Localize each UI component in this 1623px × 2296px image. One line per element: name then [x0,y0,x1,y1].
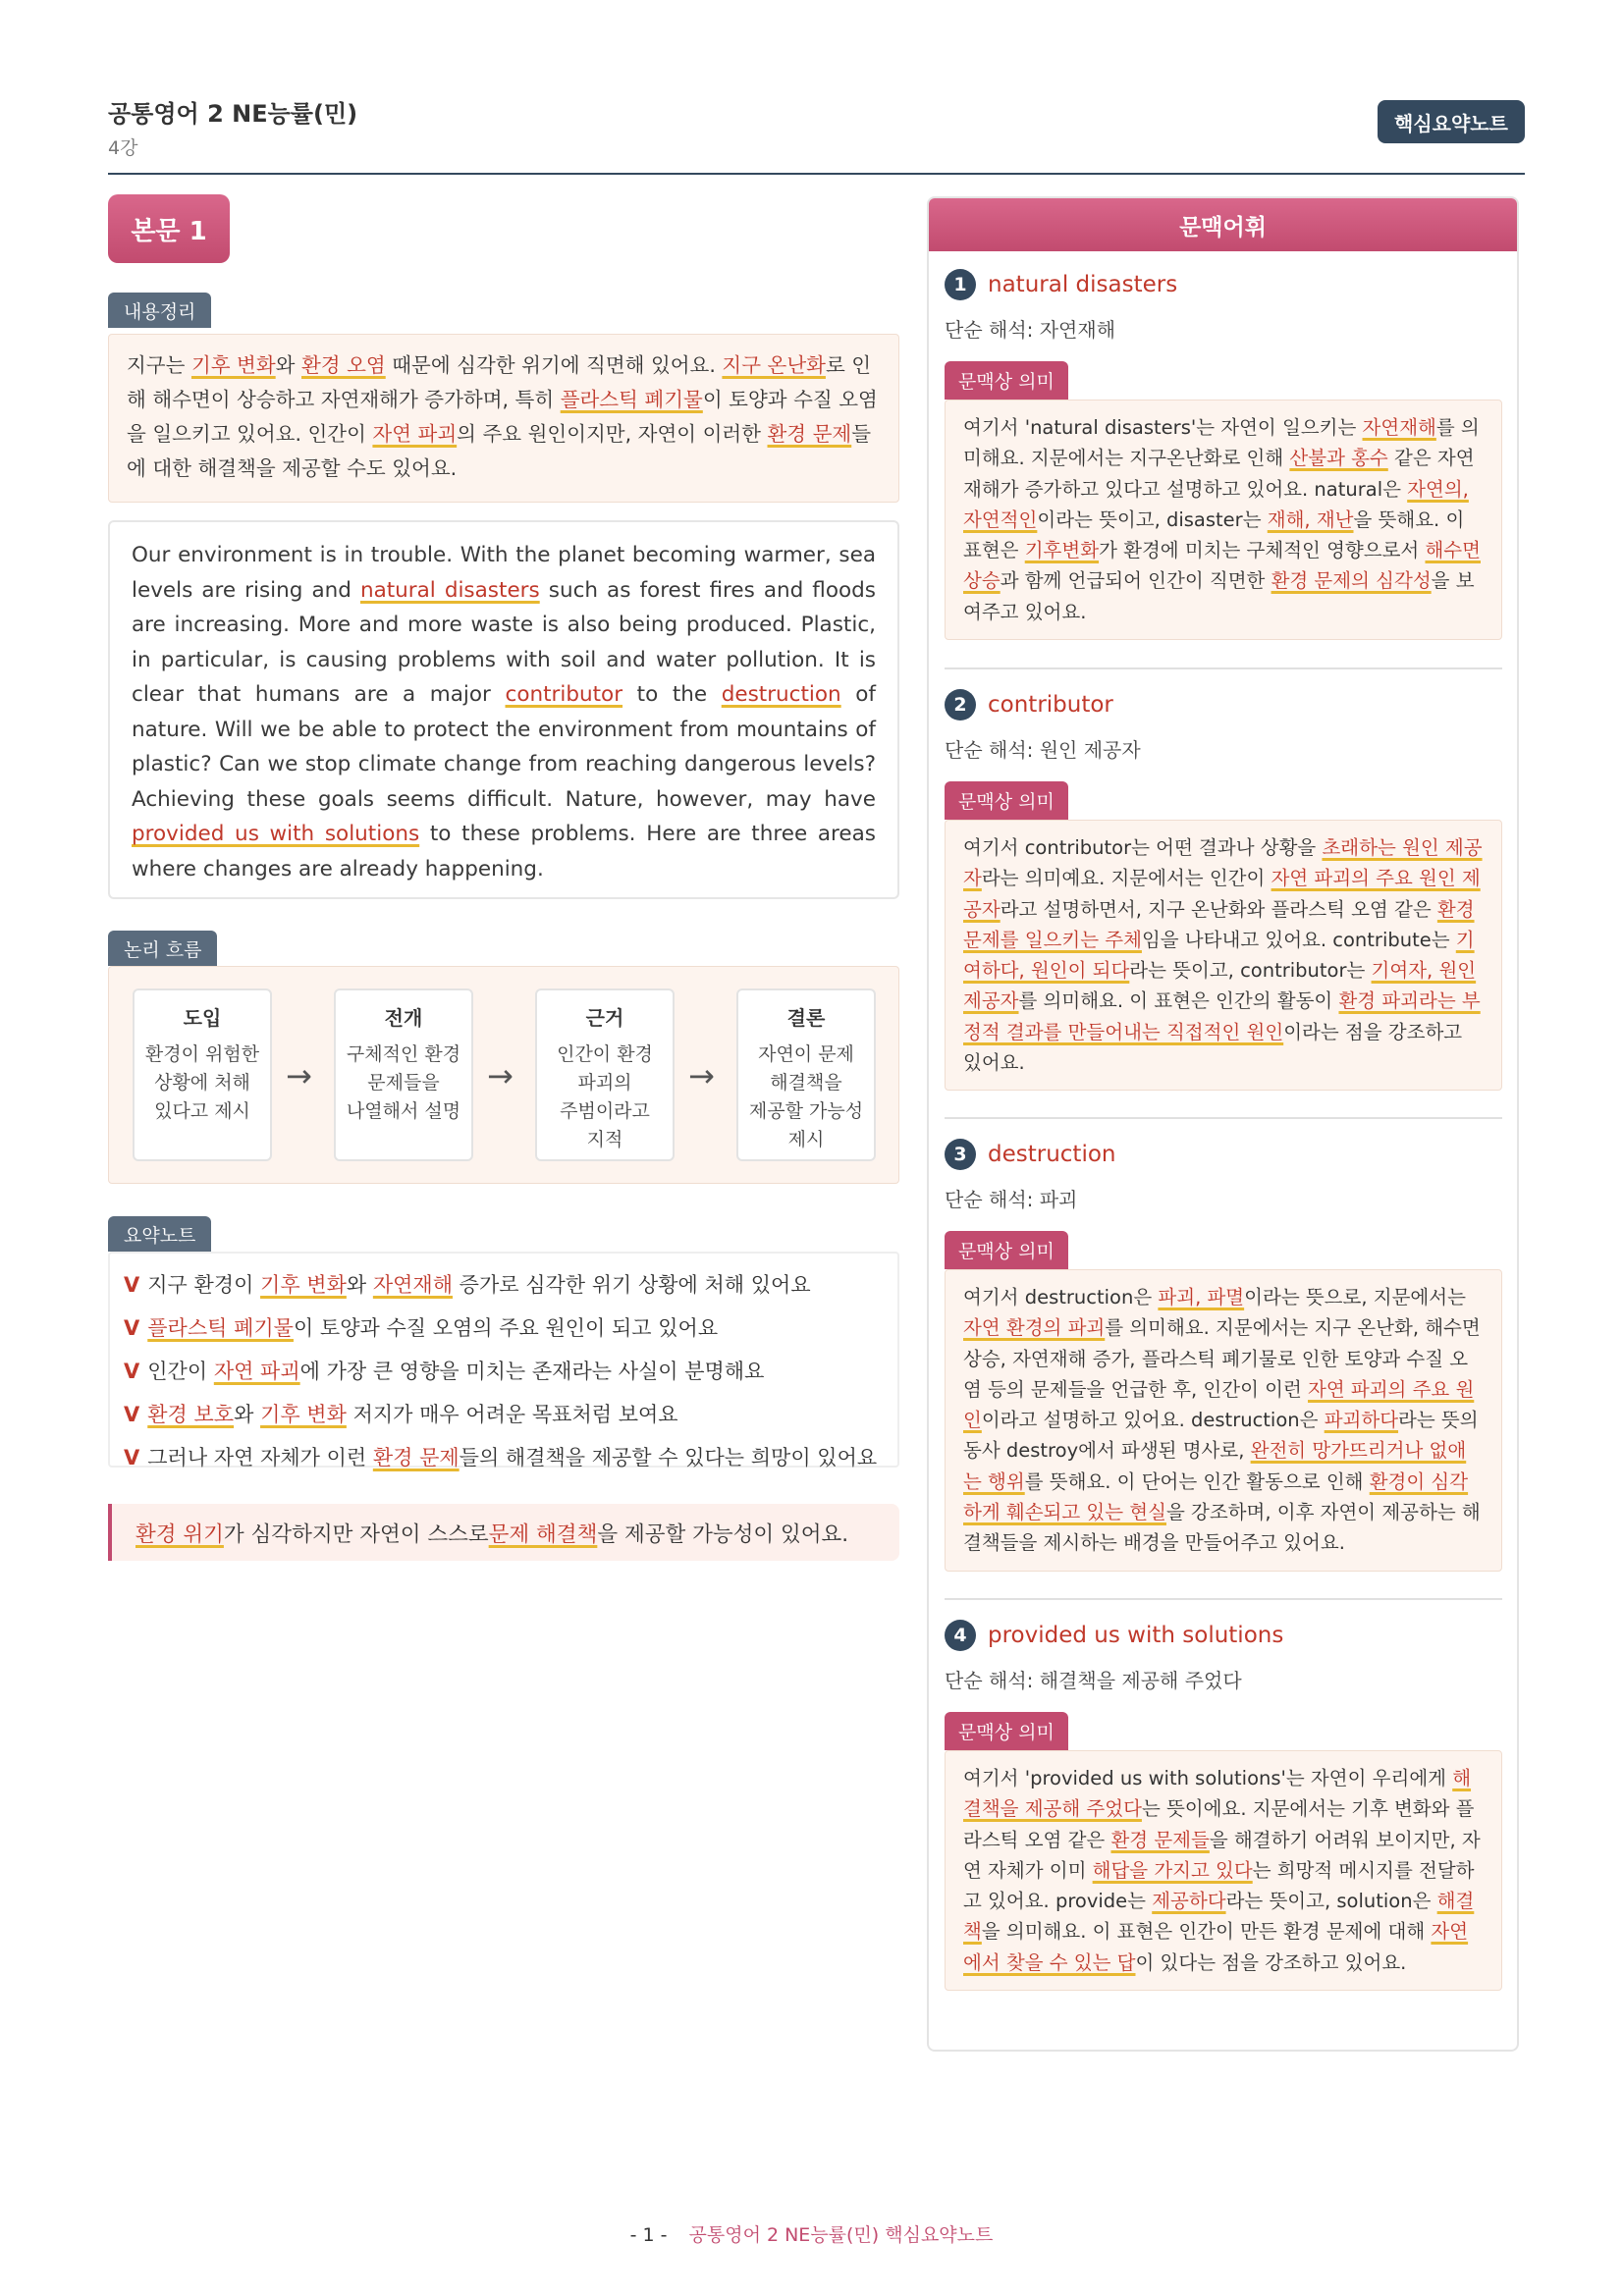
flow-line: 파괴의 [577,1072,632,1094]
context-tag: 문맥상 의미 [945,1231,1068,1269]
simple-meaning [945,734,1502,764]
highlighted-keyword: 자연 파괴 [372,422,458,446]
vocab-term: provided us with solutions [988,1623,1284,1648]
highlighted-keyword: 환경 위기 [135,1522,224,1547]
flow-card-text [537,1041,673,1154]
note-item [124,1440,884,1483]
highlighted-keyword: 플라스틱 폐기물 [560,388,703,411]
flow-card-text [135,1041,270,1126]
highlighted-keyword: 파괴, 파멸 [1158,1286,1245,1308]
highlighted-keyword: 기여자, 원인 제공자 [963,959,1477,1013]
check-mark-icon: V [124,1316,140,1340]
highlighted-keyword: 파괴하다 [1324,1409,1399,1432]
highlighted-keyword: 기여하다, 원인이 되다 [963,928,1475,983]
highlighted-keyword: provided us with solutions [132,822,420,846]
simple-value: 자연재해 [1039,318,1116,342]
check-mark-icon: V [124,1403,140,1426]
entry-number: 1 [945,269,976,300]
highlighted-keyword: 산불과 홍수 [1289,447,1388,470]
flow-card-evidence [535,988,675,1161]
summary-tag: 내용정리 [108,293,211,328]
flow-card-text [336,1041,471,1126]
flow-line: 인간이 환경 [557,1043,653,1065]
context-meaning: 여기서 'provided us with solutions'는 자연이 우리에게 해결책을 제공해 주었다는 뜻이에요. 지문에서는 기후 변화와 플라스틱 오염 같은 환경 문제들을 해결하기 어려워 보이지만, 자연 자체가 이미 해답을 가지고 있다는 희망적 메시지를 전달하고 있어요. provide는 제공하다라는 뜻이고, solution은 해결책을 의미해요. 이 표현은 인간이 만든 환경 문제에 대해 자연에서 찾을 수 있는 답이 있다는 점을 강조하고 있어요. [945,1750,1502,1991]
vocab-term: contributor [988,692,1113,718]
vocab-panel-title: 문맥어휘 [929,198,1517,251]
context-meaning: 여기서 contributor는 어떤 결과나 상황을 초래하는 원인 제공자라는 의미예요. 지문에서는 인간이 자연 파괴의 주요 원인 제공자라고 설명하면서, 지구 온난화와 플라스틱 오염 같은 환경 문제를 일으키는 주체임을 나타내고 있어요. contribute는 기여하다, 원인이 되다라는 뜻이고, contributor는 기여자, 원인 제공자를 의미해요. 이 표현은 인간의 활동이 환경 파괴라는 부정적 결과를 만들어내는 직접적인 원인이라는 점을 강조하고 있어요. [945,820,1502,1091]
flow-line: 주범이라고 [560,1100,650,1122]
vocab-entry-4 [945,1616,1502,1991]
page-footer [0,2220,1623,2247]
flow-tag: 논리 흐름 [108,931,217,966]
entry-divider [945,667,1502,669]
vocab-entry-1 [945,265,1502,640]
check-mark-icon: V [124,1446,140,1469]
highlighted-keyword: 환경 문제를 일으키는 주체 [963,897,1475,951]
highlighted-keyword: 환경 오염 [301,353,386,377]
entry-divider [945,1117,1502,1119]
highlighted-keyword: 기후 변화 [260,1273,347,1297]
arrow-right-icon: → [286,1057,312,1095]
key-point-callout: 환경 위기 가 심각하지만 자연이 스스로 문제 해결책 을 제공할 가능성이 있어요. [108,1504,899,1561]
highlighted-keyword: 환경 문제들 [1110,1828,1210,1851]
highlighted-keyword: 자연재해 [1362,416,1436,439]
flow-line: 있다고 제시 [154,1100,250,1122]
highlighted-keyword: 지구 온난화 [722,353,826,377]
context-tag: 문맥상 의미 [945,1712,1068,1750]
simple-value: 파괴 [1039,1188,1078,1211]
simple-label: 단순 해석: [945,738,1040,762]
highlighted-keyword: 자연 파괴 [213,1360,300,1383]
note-item [124,1267,884,1310]
vocab-entry-3 [945,1135,1502,1572]
flow-line: 문제들을 [367,1072,440,1094]
highlighted-keyword: 기후변화 [1024,539,1100,562]
highlighted-keyword: destruction [721,682,841,707]
context-tag: 문맥상 의미 [945,361,1068,400]
flow-line: 제시 [787,1129,825,1150]
highlighted-keyword: 환경 보호 [147,1403,235,1426]
flow-line: 제공할 가능성 [748,1100,864,1122]
simple-value: 원인 제공자 [1039,738,1141,762]
highlighted-keyword: 환경이 심각하게 훼손되고 있는 현실 [963,1469,1469,1524]
simple-label: 단순 해석: [945,318,1040,342]
vocab-term: destruction [988,1142,1116,1167]
note-text: 지구 환경이 기후 변화와 자연재해 증가로 심각한 위기 상황에 처해 있어요 [147,1273,811,1297]
note-text: 인간이 자연 파괴에 가장 큰 영향을 미치는 존재라는 사실이 분명해요 [147,1360,765,1383]
flow-card-conclusion [736,988,876,1161]
highlighted-keyword: 환경 파괴라는 부정적 결과를 만들어내는 직접적인 원인 [963,989,1481,1043]
section-badge: 본문 1 [108,194,230,263]
note-text: 그러나 자연 자체가 이런 환경 문제들의 해결책을 제공할 수 있다는 희망이 있어요 [147,1446,878,1469]
context-meaning: 여기서 'natural disasters'는 자연이 일으키는 자연재해를 의미해요. 지문에서는 지구온난화로 인해 산불과 홍수 같은 자연재해가 증가하고 있다고 설명하고 있어요. natural은 자연의, 자연적인이라는 뜻이고, disaster는 재해, 재난을 뜻해요. 이 표현은 기후변화가 환경에 미치는 구체적인 영향으로서 해수면 상승과 함께 언급되어 인간이 직면한 환경 문제의 심각성을 보여주고 있어요. [945,400,1502,640]
arrow-right-icon: → [688,1057,715,1095]
flow-line: 상황에 처해 [154,1072,250,1094]
summary-box: 지구는 기후 변화와 환경 오염 때문에 심각한 위기에 직면해 있어요. 지구 온난화로 인해 해수면이 상승하고 자연재해가 증가하며, 특히 플라스틱 폐기물이 토양과 수질 오염을 일으키고 있어요. 인간이 자연 파괴의 주요 원인이지만, 자연이 이러한 환경 문제들에 대한 해결책을 제공할 수도 있어요. [108,334,899,503]
context-vocab-panel [927,196,1519,2052]
flow-card-intro [133,988,272,1161]
simple-label: 단순 해석: [945,1188,1040,1211]
highlighted-keyword: 자연 환경의 파괴 [963,1316,1106,1340]
flow-line: 자연이 문제 [758,1043,854,1065]
vocab-entry-2 [945,685,1502,1091]
highlighted-keyword: 기후 변화 [260,1403,347,1426]
entry-number: 3 [945,1139,976,1170]
highlighted-keyword: 플라스틱 폐기물 [147,1316,294,1340]
entry-divider [945,1598,1502,1600]
highlighted-keyword: 해결책을 제공해 주었다 [963,1767,1472,1821]
context-meaning: 여기서 destruction은 파괴, 파멸이라는 뜻으로, 지문에서는 자연 환경의 파괴를 의미해요. 지문에서는 지구 온난화, 해수면 상승, 자연재해 증가, 플라스틱 폐기물로 인한 토양과 수질 오염 등의 문제들을 언급한 후, 인간이 이런 자연 파괴의 주요 원인이라고 설명하고 있어요. destruction은 파괴하다라는 뜻의 동사 destroy에서 파생된 명사로, 완전히 망가뜨리거나 없애는 행위를 뜻해요. 이 단어는 인간 활동으로 인해 환경이 심각하게 훼손되고 있는 현실을 강조하며, 이후 자연이 제공하는 해결책들을 제시하는 배경을 만들어주고 있어요. [945,1269,1502,1572]
note-item [124,1310,884,1354]
arrow-right-icon: → [487,1057,514,1095]
highlighted-keyword: 완전히 망가뜨리거나 없애는 행위 [963,1439,1467,1493]
header-divider [108,173,1525,175]
flow-line: 해결책을 [770,1072,842,1094]
note-item [124,1354,884,1397]
flow-card-title: 전개 [384,1006,423,1030]
highlighted-keyword: 환경 문제 [767,422,852,446]
highlighted-keyword: 환경 문제의 심각성 [1271,569,1432,593]
highlighted-keyword: 해결책 [963,1890,1475,1944]
flow-card-title: 도입 [183,1006,222,1030]
highlighted-keyword: natural disasters [359,577,540,603]
simple-meaning [945,314,1502,344]
note-text: 환경 보호와 기후 변화 저지가 매우 어려운 목표처럼 보여요 [147,1403,678,1426]
highlighted-keyword: 해답을 가지고 있다 [1092,1858,1253,1882]
flow-card-title: 근거 [585,1006,624,1030]
flow-card-development [334,988,473,1161]
simple-meaning [945,1665,1502,1694]
page-number: - 1 - [629,2224,668,2246]
highlighted-keyword: contributor [505,682,623,707]
logic-flow-box [108,966,899,1184]
highlighted-keyword: 환경 문제 [372,1446,460,1469]
highlighted-keyword: 자연의, 자연적인 [963,477,1469,531]
flow-line: 나열해서 설명 [346,1100,461,1122]
summary-notes-box [108,1252,899,1468]
entry-number: 2 [945,689,976,721]
check-mark-icon: V [124,1360,140,1383]
highlighted-keyword: 재해, 재난 [1267,507,1354,531]
check-mark-icon: V [124,1273,140,1297]
highlighted-keyword: 제공하다 [1152,1890,1226,1913]
flow-line: 환경이 위험한 [144,1043,260,1065]
note-item [124,1397,884,1440]
highlighted-keyword: 자연 파괴의 주요 원인 [963,1377,1475,1432]
highlighted-keyword: 자연 파괴의 주요 원인 제공자 [963,867,1481,921]
flow-card-title: 결론 [786,1006,826,1030]
highlighted-keyword: 자연에서 찾을 수 있는 답 [963,1920,1469,1974]
notes-tag: 요약노트 [108,1216,211,1252]
entry-number: 4 [945,1620,976,1651]
document-title: 공통영어 2 NE능률(민) [108,100,358,128]
flow-line: 지적 [586,1129,623,1150]
passage-box: Our environment is in trouble. With the planet becoming warmer, sea levels are rising and natural disasters such as forest fires and floods are increasing. More and more waste is also being produced. Plastic, in particular, is causing problems with soil and water pollution. It is clear that humans are a major contributor to the destruction of nature. Will we be able to protect the environment from mountains of plastic? Can we stop climate change from reaching dangerous levels? Achieving these goals seems difficult. Nature, however, may have provided us with solutions to these problems. Here are three areas where changes are already happening. [108,520,899,899]
simple-value: 해결책을 제공해 주었다 [1039,1669,1242,1692]
lesson-label: 4강 [108,137,138,159]
context-tag: 문맥상 의미 [945,781,1068,820]
highlighted-keyword: 해수면 상승 [963,539,1481,593]
simple-label: 단순 해석: [945,1669,1040,1692]
highlighted-keyword: 초래하는 원인 제공자 [963,836,1483,890]
highlighted-keyword: 문제 해결책 [488,1522,598,1547]
footer-text: 공통영어 2 NE능률(민) 핵심요약노트 [688,2224,994,2246]
flow-line: 구체적인 환경 [346,1043,461,1065]
note-type-badge: 핵심요약노트 [1378,100,1525,143]
highlighted-keyword: 기후 변화 [190,353,276,377]
flow-card-text [738,1041,874,1154]
highlighted-keyword: 자연재해 [372,1273,453,1297]
note-text: 플라스틱 폐기물이 토양과 수질 오염의 주요 원인이 되고 있어요 [147,1316,719,1340]
vocab-term: natural disasters [988,272,1178,297]
simple-meaning [945,1184,1502,1213]
